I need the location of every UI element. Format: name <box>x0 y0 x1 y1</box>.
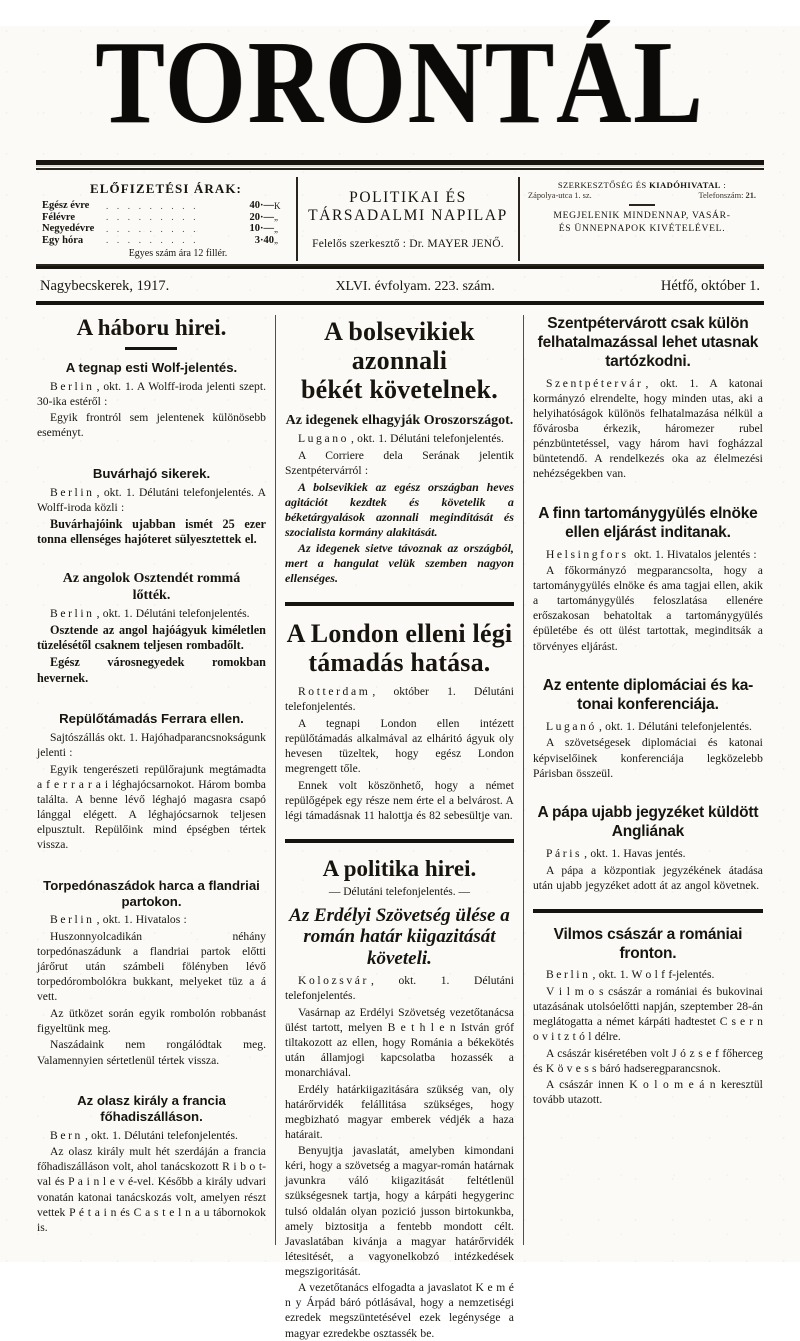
office-block <box>520 177 764 261</box>
article-paragraph: Huszonnyolcadikán néhány torpedónaszádunk a flandriai partok előtti járőrut után számbeli fölényben lévő torpedórombolókra bukkant, melyeket tüz a á vett. <box>37 930 266 1004</box>
office-phone-label: Telefonszám: <box>698 190 746 200</box>
article-dateline <box>37 1128 266 1143</box>
section-title-politics-news[interactable]: A politika hirei. <box>322 855 477 881</box>
subscription-heading: ELŐFIZETÉSI ÁRAK: <box>90 180 242 196</box>
headline-line-1: A finn tartománygyülés elnöke <box>538 504 758 522</box>
spacer <box>37 549 266 563</box>
article-columns <box>28 315 772 1340</box>
article-paragraph: Erdély határkiigazitására szükség van, oly határőrvidék felállitása szükséges, hogy megbizható magyar emberek védjék a haza határait. <box>284 1082 514 1141</box>
article-headline-pope-note-england[interactable] <box>533 804 763 842</box>
article-headline-ferrara-air-raid[interactable]: Repülőtámadás Ferrara ellen. <box>59 711 244 727</box>
dateline-rule <box>36 301 764 305</box>
spacer <box>533 782 763 804</box>
spacer <box>37 442 266 456</box>
office-contact-row <box>526 190 758 200</box>
price-value: 20·— <box>249 211 274 223</box>
newspaper-title: TORONTÁL <box>95 16 705 148</box>
article-paragraph: A tegnapi London ellen intézett repülőtámadás alkalmával az elháritó ágyuk oly hevesen tüzeltek, hogy egész London megrengett tőle. <box>284 716 514 776</box>
spacer <box>37 1069 266 1083</box>
dateline-city: Helsingfors <box>545 547 629 561</box>
dateline-city: Szentpétervár <box>545 376 644 390</box>
table-row <box>42 235 290 247</box>
dateline-issue: XLVI. évfolyam. 223. szám. <box>335 279 495 295</box>
price-dots: . . . . . . . . . <box>106 212 199 223</box>
section-divider <box>533 909 763 913</box>
article-paragraph: V i l m o s császár a romániai és bukovinai utazásának utolsóelőtti napján, szeptember 28-án meglátogatta a német kárpáti hadtestet C s e r n o v i t z t ó l délre. <box>532 985 763 1044</box>
article-headline-entente-conference[interactable] <box>533 677 763 715</box>
price-currency: K <box>274 200 281 211</box>
masthead-info-row <box>36 177 764 261</box>
masthead-rule-bottom <box>36 266 764 269</box>
article-dateline <box>37 730 266 760</box>
headline-line-1: Torpedónaszádok harca a flandriai <box>43 877 260 893</box>
price-value: 40·— <box>249 200 274 212</box>
dateline-date: Hétfő, október 1. <box>660 278 760 295</box>
headline-divider <box>125 347 177 350</box>
spacer <box>37 854 266 868</box>
spacer <box>285 677 514 684</box>
table-row <box>42 211 290 223</box>
price-currency: „ <box>274 235 278 246</box>
publication-frequency-line2: ÉS ÜNNEPNAPOK KIVÉTELÉVEL. <box>558 222 726 234</box>
price-value: 3·40 <box>254 234 274 246</box>
paper-kind: POLITIKAI ÉS TÁRSADALMI NAPILAP <box>308 188 508 224</box>
price-label: Negyedévre <box>42 223 95 235</box>
dateline-rest: , okt. 1. A katonai kormányzó elrendelte, hogy minden utas, aki a helyihatóságok különös felhatalmazása nélkül a fővárosba érkezik, háromezer rubel pénzbüntetéssel, vagy három havi fogházzal büntetendő. A rendelkezés oka az élelmezési nehézségekben van. <box>532 376 763 481</box>
article-dateline <box>285 973 514 1003</box>
article-headline-finnish-diet[interactable] <box>533 505 763 543</box>
article-paragraph: Az olasz király mult hét szerdáján a francia főhadiszálláson volt, ahol tanácskozott R i b o t-val és P a i n l e v é-vel. Később a király udvari vonatán katonai tanácskozás volt, amelyen részt vettek P é t a i n és C a s t e l n a u tábornokok is. <box>37 1145 266 1234</box>
dateline-rest: okt. 1. Hajóhadparancsnokságunk jelenti : <box>37 731 266 760</box>
editor-line: Felelős szerkesztő : Dr. MAYER JENŐ. <box>312 237 504 250</box>
article-paragraph-bold: Buvárhajóink ujabban ismét 25 ezer tonna ellenséges hajóteret sülyesztettek el. <box>37 516 266 546</box>
headline-line-2: támadás hatása. <box>308 648 491 678</box>
dateline-rest: , okt. 1. Hivatalos : <box>96 913 187 927</box>
headline-line-2: felhatalmazással lehet utasnak <box>537 334 759 352</box>
column-2 <box>276 315 524 1340</box>
article-dateline <box>533 719 763 734</box>
headline-line-2: fronton. <box>619 944 677 962</box>
article-subheadline-foreigners-leave: Az idegenek elhagyják Oroszországot. <box>285 412 514 428</box>
dateline-rest: , okt. 1. Délutáni telefonjelentés. <box>84 1128 238 1142</box>
article-headline-petrograd-permit[interactable] <box>533 315 763 372</box>
paper-kind-block <box>296 177 520 261</box>
article-paragraph: A császár innen K o l o m e á n keresztül tovább utazott. <box>532 1078 763 1107</box>
dateline-rest: , okt. 1. Délutáni telefonjelentés. <box>598 719 752 733</box>
headline-line-1: Az Erdélyi Szövetség ülése a <box>289 904 510 926</box>
article-paragraph: Ennek volt köszönhető, hogy a német repülőgépek egy része nem érte el a belvárost. A légi támadásnak 11 halottja és 82 sebesültje van. <box>284 778 514 822</box>
article-paragraph: A vezetőtanács elfogadta a javaslatot K e m é n y Árpád báró pótlásával, hogy a nemzetiségi ezredek megszüntetésével ezek legénysége a magyar ezredekbe osztassék be. <box>284 1281 514 1340</box>
dateline-city: Berlin <box>50 607 95 621</box>
dateline-city: Bern <box>50 1128 83 1142</box>
dateline-place: Nagybecskerek, 1917. <box>40 278 170 295</box>
article-paragraph: A pápa a központiak jegyzékének átadása után ujabb jegyzéket adott át az angol követnek. <box>532 863 763 892</box>
article-paragraph: Az ütközet során egyik rombolón robbanást figyeltünk meg. <box>37 1006 266 1035</box>
headline-line-2: főhadiszálláson. <box>100 1108 203 1124</box>
headline-line-2: Angliának <box>611 823 685 841</box>
price-label: Egy hóra <box>42 234 84 246</box>
article-dateline <box>37 379 266 409</box>
article-dateline <box>37 912 266 927</box>
office-heading-c: : <box>720 179 727 190</box>
article-dateline <box>37 606 266 621</box>
price-dots: . . . . . . . . . <box>106 235 199 246</box>
dateline-city: Páris <box>545 846 583 860</box>
article-paragraph: Egyik tengerészeti repülőrajunk megtámadta a f e r r a r a i léghajócsarnokot. Három bomba találta. A benne lévő léghajó magasra csapó lánggal elégett. A léghajócsarnok teljesen elpusztult. Repülőink mind épségben tértek vissza. <box>37 762 266 852</box>
masthead-rule-top <box>36 160 764 165</box>
article-paragraph: A szövetségesek diplomáciai és katonai képviselőinek konferenciája legközelebb Párisban összeül. <box>532 736 763 780</box>
article-headline-kaiser-romanian-front[interactable] <box>533 926 763 964</box>
column-1 <box>28 315 276 1245</box>
article-headline-submarine-success[interactable]: Buvárhajó sikerek. <box>92 466 211 482</box>
price-label: Félévre <box>42 211 76 223</box>
headline-line-2: békét követelnek. <box>300 375 498 405</box>
dateline-rest: , október 1. Délutáni telefonjelentés. <box>284 685 514 714</box>
masthead-rule-top-thin <box>36 168 764 170</box>
dateline-city: Sajtószállás <box>50 731 105 745</box>
dateline-city: Kolozsvár <box>297 974 370 988</box>
article-headline-transylvanian-alliance[interactable] <box>285 905 514 971</box>
article-paragraph: Vasárnap az Erdélyi Szövetség vezetőtanácsa ülést tartott, melyen B e t h l e n István gróf tiltakozott az ellen, hogy Románia a békekötés után államjogi kapcsolatba hozassék a monarchiával. <box>284 1005 514 1079</box>
headline-line-2: tonai konferenciája. <box>577 696 719 714</box>
dateline <box>40 278 760 295</box>
dateline-city: Berlin <box>50 913 95 927</box>
headline-line-1: A pápa ujabb jegyzéket küldött <box>537 804 759 822</box>
article-paragraph-italic: Az idegenek sietve távoznak az országból, mert a hangulat velük szemben nagyon ellenséges. <box>284 541 514 586</box>
dateline-rest: , okt. 1. W o l f f-jelentés. <box>592 968 715 982</box>
single-copy-price-note: Egyes szám ára 12 fillér. <box>128 248 228 260</box>
dateline-rest: okt. 1. Hivatalos jelentés : <box>630 547 757 561</box>
headline-line-1: A London elleni légi <box>286 619 513 649</box>
section-divider <box>285 602 514 606</box>
article-dateline <box>533 376 763 481</box>
section-divider <box>285 839 514 843</box>
article-dateline <box>533 846 763 861</box>
dateline-rest: , okt. 1. Délutáni telefonjelentés. <box>96 607 250 621</box>
newspaper-page <box>0 16 800 1340</box>
office-address: Zápolya-utca 1. sz. <box>528 190 592 200</box>
dateline-rest: , okt. 1. Délutáni telefonjelentés. <box>350 432 504 446</box>
article-headline-torpedo-boats[interactable] <box>37 878 266 910</box>
headline-line-2: partokon. <box>121 893 182 909</box>
office-phone <box>698 191 756 200</box>
spacer <box>37 687 266 701</box>
office-heading <box>526 180 758 190</box>
article-headline-bolsheviks-peace[interactable] <box>285 317 514 404</box>
dateline-rest: , okt. 1. Délutáni telefonjelentés. A Wolff-iroda közli : <box>37 485 266 514</box>
column-3 <box>524 315 772 1245</box>
article-paragraph: Egyik frontról sem jelentenek különösebb eseményt. <box>37 411 266 440</box>
dateline-city: Berlin <box>50 485 95 499</box>
dateline-city: Berlin <box>545 968 591 982</box>
dateline-rest: , okt. 1. Délutáni telefonjelentés. <box>284 974 514 1003</box>
spacer <box>533 483 763 505</box>
headline-line-1: Szentpétervárott csak külön <box>547 315 749 333</box>
dateline-rest: , okt. 1. Havas jentés. <box>584 846 686 860</box>
price-currency: „ <box>274 223 278 234</box>
headline-line-1: Az entente diplomáciai és ka- <box>542 677 754 695</box>
price-currency: „ <box>274 212 278 223</box>
article-dateline <box>285 431 514 446</box>
article-paragraph-bold: Egész városnegyedek romokban hevernek. <box>37 655 266 685</box>
article-dateline <box>533 967 763 982</box>
article-paragraph: Naszádaink nem rongálódtak meg. Valamennyien sértetlenül tértek vissza. <box>37 1038 266 1067</box>
headline-line-2: ellen eljárást inditanak. <box>565 523 731 541</box>
article-headline-italian-king[interactable] <box>37 1093 266 1125</box>
article-paragraph: Benyujtja javaslatát, amelyben kimondani kéri, hogy a szövetség a magyar-román határnak javunkra váló kiigazitását feltétlenül szükségesnek tartja, hogy a kárpáti hegygerinc tulsó oldalán olyan pozició jusson birtokunkba, amely biztositja a fentebb mondott célt. Javaslatában kivánja a magyar határőrvidék létesitését, a vagyonelkobzó intézkedések megszigoritását. <box>284 1144 514 1278</box>
headline-line-3: tartózkodni. <box>605 353 691 371</box>
price-dots: . . . . . . . . . <box>106 223 199 234</box>
article-paragraph: A császár kiséretében volt J ó z s e f főherceg és K ö v e s s báró hadseregparancsnok. <box>532 1046 763 1075</box>
headline-line-2: lőtték. <box>132 587 171 603</box>
article-paragraph: A Corriere dela Serának jelentik Szentpétervárról : <box>284 448 514 477</box>
office-phone-number: 21. <box>745 190 756 200</box>
article-headline-wolf-report[interactable]: A tegnap esti Wolf-jelentés. <box>65 359 238 375</box>
dateline-city: Lugano <box>297 432 349 446</box>
article-headline-london-air-raid[interactable] <box>285 619 514 677</box>
headline-line-1: Vilmos császár a romániai <box>553 925 743 943</box>
subscription-block <box>36 177 296 261</box>
publication-frequency-line1: MEGJELENIK MINDENNAP, VASÁR- <box>553 209 731 221</box>
article-paragraph-bold: Osztende az angol hajóágyuk kiméletlen tüzelésétől csaknem teljesen rombadőlt. <box>37 622 266 653</box>
article-headline-ostend[interactable] <box>37 571 266 605</box>
headline-line-1: Az angolok Osztendét rommá <box>62 570 241 586</box>
article-paragraph: A főkormányzó megparancsolta, hogy a tartománygyülés elnöke és ama tagjai ellen, akik a tartománygyülés feloszlatása ellenére erőszakosan behatoltak a tartománygyülés épületébe és ott ülést tartottak, meginditsák a törvényes eljárást. <box>532 564 763 653</box>
price-value: 10·— <box>249 223 274 235</box>
dateline-city: Luganó <box>545 719 597 733</box>
table-row <box>42 200 290 212</box>
office-heading-a: SZERKESZTŐSÉG ÉS <box>557 179 650 190</box>
headline-line-3: követeli. <box>367 948 432 970</box>
office-heading-b: KIADÓHIVATAL <box>649 179 721 190</box>
spacer <box>533 655 763 677</box>
section-dek: — Délutáni telefonjelentés. — <box>328 885 471 898</box>
article-paragraph-italic: A bolsevikiek az egész országban heves agitációt kezdtek és követelik a béketárgyalások azonnali megindítását és szocialista kormány alakitását. <box>284 479 514 539</box>
dateline-city: Berlin <box>50 379 95 393</box>
dateline-city: Rotterdam <box>297 685 371 699</box>
headline-line-2: román határ kiigazitását <box>303 926 496 948</box>
article-dateline <box>37 485 266 515</box>
masthead <box>0 16 800 305</box>
subscription-price-table <box>42 200 290 246</box>
article-dateline <box>533 547 763 562</box>
office-separator <box>629 204 655 206</box>
price-dots: . . . . . . . . . <box>106 200 199 211</box>
section-title-war-news[interactable]: A háboru hirei. <box>76 315 227 341</box>
article-dateline <box>285 684 514 714</box>
dateline-rest: , okt. 1. A Wolff-iroda jelenti szept. 30-ika estéről : <box>37 379 266 408</box>
price-label: Egész évre <box>42 200 90 212</box>
table-row <box>42 223 290 235</box>
headline-line-1: A bolsevikiek azonnali <box>324 317 475 376</box>
headline-line-1: Az olasz király a francia <box>77 1093 226 1109</box>
